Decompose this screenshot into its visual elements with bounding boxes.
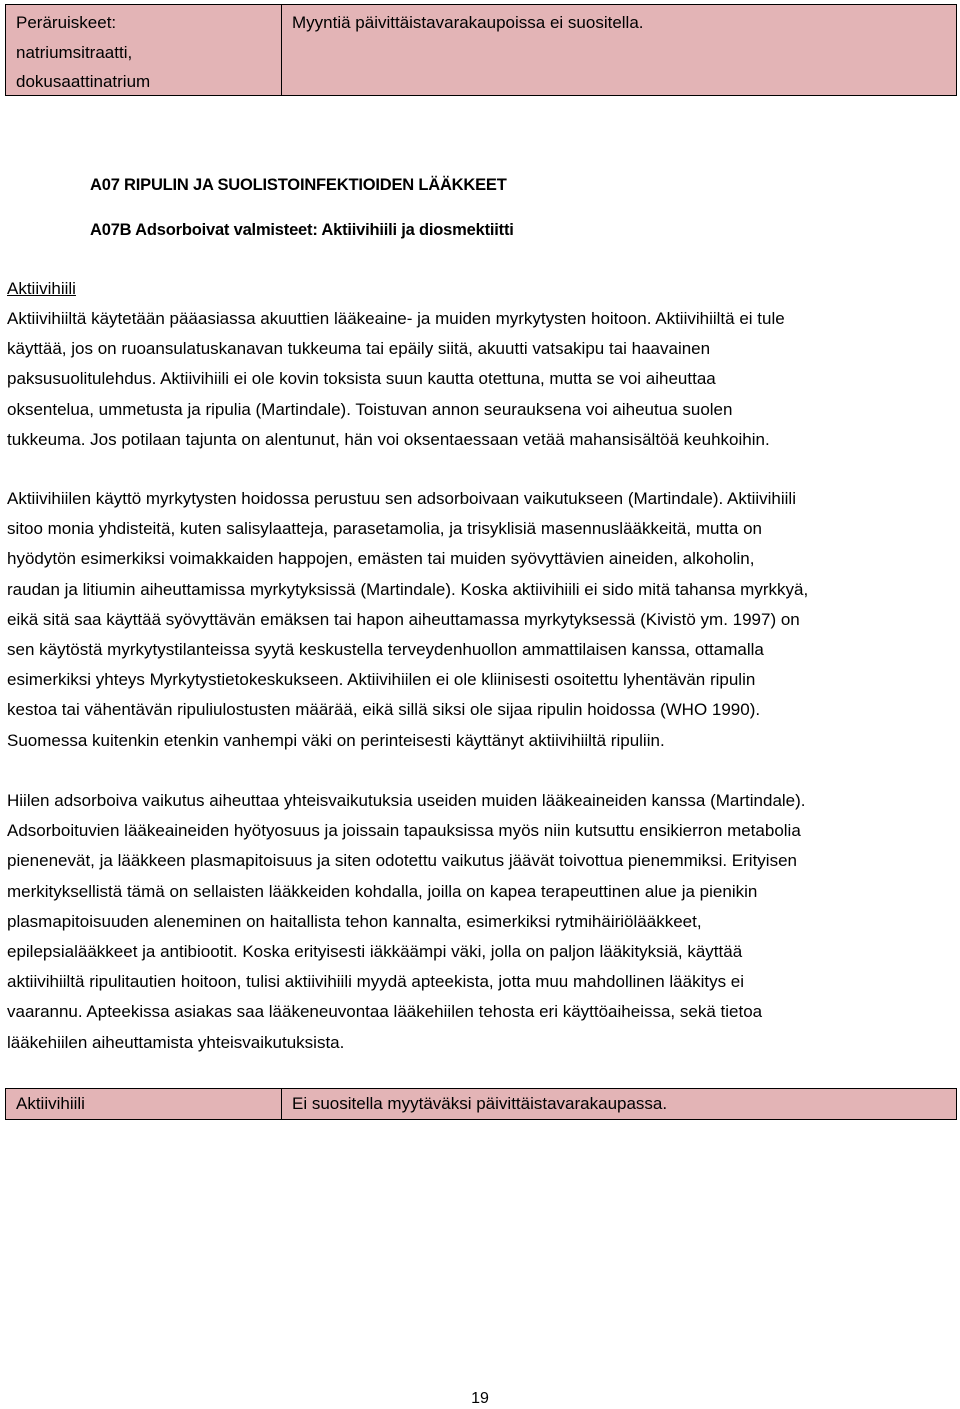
text-line: raudan ja litiumin aiheuttamissa myrkytyksissä (Martindale). Koska aktiivihiili ei sido mitä tahansa myrkkyä,	[7, 579, 809, 599]
section-heading-main: A07 RIPULIN JA SUOLISTOINFEKTIOIDEN LÄÄKKEET	[90, 176, 507, 194]
subsection-title: Aktiivihiili	[7, 279, 76, 298]
table-cell-recommendation: Myyntiä päivittäistavarakaupoissa ei suositella.	[292, 13, 644, 32]
text-line: Adsorboituvien lääkeaineiden hyötyosuus ja joissain tapauksissa myös niin kutsuttu ensikierron metabolia	[7, 821, 801, 841]
text-line: Hiilen adsorboiva vaikutus aiheuttaa yhteisvaikutuksia useiden muiden lääkeaineiden kanssa (Martindale).	[7, 791, 806, 810]
section-heading-sub: A07B Adsorboivat valmisteet: Aktiivihiili ja diosmektiitti	[90, 221, 514, 239]
text-line: Suomessa kuitenkin etenkin vanhempi väki on perinteisesti käyttänyt aktiivihiiltä ripuliin.	[7, 730, 665, 750]
table-cell-recommendation: Ei suositella myytäväksi päivittäistavarakaupassa.	[292, 1094, 668, 1113]
text-line: kestoa tai vähentävän ripuliulostusten määrää, eikä sillä siksi ole sijaa ripulin hoidossa (WHO 1990).	[7, 700, 761, 720]
text-line: plasmapitoisuuden aleneminen on haitallista tehon kannalta, esimerkiksi rytmihäiriölääkkeet,	[7, 911, 702, 931]
recommendation-table-top	[5, 4, 957, 96]
text-line: vaarannu. Apteekissa asiakas saa lääkeneuvontaa lääkehiilen tehosta eri käyttöaiheissa, sekä tietoa	[7, 1002, 763, 1022]
text-line: hyödytön esimerkiksi voimakkaiden happojen, emästen tai muiden syövyttävien aineiden, alkoholin,	[7, 549, 755, 569]
text-line: oksentelua, ummetusta ja ripulia (Martindale). Toistuvan annon seurauksena voi aiheutua suolen	[7, 399, 733, 419]
product-line: dokusaattinatrium	[16, 72, 151, 91]
product-line: natriumsitraatti,	[16, 42, 133, 62]
recommendation-table-bottom	[5, 1088, 957, 1120]
text-line: sitoo monia yhdisteitä, kuten salisylaatteja, parasetamolia, ja trisyklisiä masennuslääkkeitä, mutta on	[7, 519, 762, 539]
text-line: Aktiivihiiltä käytetään pääasiassa akuuttien lääkeaine- ja muiden myrkytysten hoitoon. Aktiivihiiltä ei tule	[7, 309, 785, 328]
text-line: Aktiivihiilen käyttö myrkytysten hoidossa perustuu sen adsorboivaan vaikutukseen (Martindale). Aktiivihiili	[7, 489, 796, 508]
product-line: Peräruiskeet:	[16, 13, 117, 32]
text-line: esimerkiksi yhteys Myrkytystietokeskukseen. Aktiivihiilen ei ole kliinisesti osoitettu lyhentävän ripulin	[7, 670, 756, 690]
text-line: epilepsialääkkeet ja antibiootit. Koska erityisesti iäkkäämpi väki, jolla on paljon lääkityksiä, käyttää	[7, 942, 743, 962]
paragraph-3	[7, 786, 953, 1058]
table-cell-product	[6, 5, 282, 95]
page-number: 19	[471, 1390, 489, 1407]
paragraph-1	[7, 304, 953, 455]
paragraph-2	[7, 484, 953, 756]
text-line: tukkeuma. Jos potilaan tajunta on alentunut, hän voi oksentaessaan vetää mahansisältöä keuhkoihin.	[7, 429, 770, 449]
text-line: merkityksellistä tämä on sellaisten lääkkeiden kohdalla, joilla on kapea terapeuttinen alue ja pienikin	[7, 881, 758, 901]
text-line: paksusuolitulehdus. Aktiivihiili ei ole kovin toksista suun kautta otettuna, mutta se voi aiheuttaa	[7, 369, 716, 389]
text-line: sen käytöstä myrkytystilanteissa syytä keskustella terveydenhuollon ammattilaisen kanssa, ottamalla	[7, 640, 764, 660]
text-line: aktiivihiiltä ripulitautien hoitoon, tulisi aktiivihiili myydä apteekista, jotta muu mahdollinen lääkitys ei	[7, 972, 745, 992]
text-line: eikä sitä saa käyttää syövyttävän emäksen tai hapon aiheuttamassa myrkytyksessä (Kivistö ym. 1997) on	[7, 609, 800, 629]
text-line: lääkehiilen aiheuttamista yhteisvaikutuksista.	[7, 1032, 345, 1052]
text-line: käyttää, jos on ruoansulatuskanavan tukkeuma tai epäily siitä, akuutti vatsakipu tai haavainen	[7, 339, 711, 359]
table-cell-product: Aktiivihiili	[6, 1089, 282, 1119]
text-line: pienenevät, ja lääkkeen plasmapitoisuus ja siten odotettu vaikutus jäävät toivottua pienemmiksi. Erityisen	[7, 851, 797, 871]
